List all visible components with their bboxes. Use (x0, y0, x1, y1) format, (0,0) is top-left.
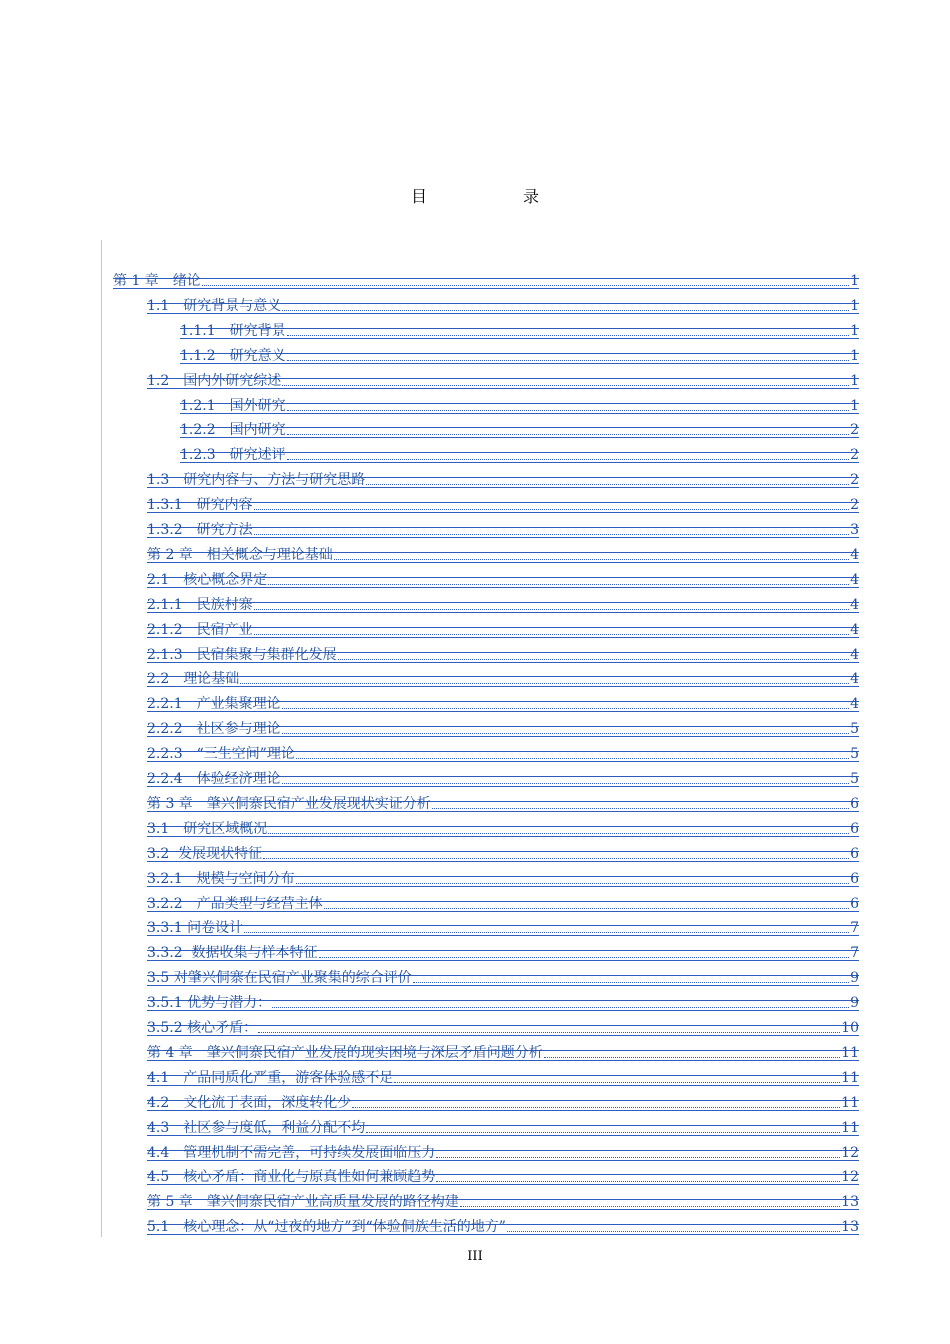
toc-entry-page: 2 (850, 447, 859, 464)
dot-leader (258, 1031, 840, 1033)
toc-entry-page: 11 (841, 1119, 859, 1136)
toc-entry-page: 9 (850, 995, 859, 1012)
strikethrough-line (147, 527, 859, 528)
toc-entry-label: 3.5 对肇兴侗寨在民宿产业聚集的综合评价 (147, 970, 412, 987)
toc-entry-label: 1.3.1 研究内容 (147, 497, 253, 514)
toc-entry[interactable] (180, 440, 859, 464)
toc-entry[interactable] (147, 938, 859, 962)
dot-leader (282, 782, 849, 784)
toc-entry-page: 5 (850, 721, 859, 738)
dot-leader (287, 334, 849, 336)
toc-entry-page: 1 (850, 322, 859, 339)
toc-entry-label: 2.1.1 民族村寨 (147, 596, 253, 613)
toc-entry[interactable] (180, 341, 859, 365)
link-underline (147, 512, 859, 513)
toc-entry-label: 第 4 章 肇兴侗寨民宿产业发展的现实困境与深层矛盾问题分析 (147, 1044, 543, 1061)
toc-entry[interactable] (147, 1063, 859, 1087)
toc-entry-label: 5.1 核心理念：从“过夜的地方”到“体验侗族生活的地方” (147, 1219, 506, 1236)
toc-entry-label: 4.5 核心矛盾：商业化与原真性如何兼顾趋势 (147, 1169, 436, 1186)
strikethrough-line (147, 925, 859, 926)
toc-entry-label: 1.2.2 国内研究 (180, 422, 286, 439)
link-underline (147, 537, 859, 538)
dot-leader (287, 409, 849, 411)
toc-entry-label: 2.1 核心概念界定 (147, 571, 268, 588)
dot-leader (272, 1006, 849, 1008)
toc-entry[interactable] (147, 814, 859, 838)
toc-entry-page: 13 (841, 1194, 859, 1211)
toc-entry[interactable] (147, 988, 859, 1012)
dot-leader (254, 533, 849, 535)
toc-entry-label: 3.3.1 问卷设计 (147, 920, 244, 937)
dot-leader (287, 359, 849, 361)
dot-leader (460, 1205, 840, 1207)
toc-entry[interactable] (147, 789, 859, 813)
toc-entry-label: 3.5.2 核心矛盾： (147, 1020, 258, 1036)
dot-leader (544, 1056, 840, 1058)
toc-entry-label: 第 5 章 肇兴侗寨民宿产业高质量发展的路径构建 (147, 1194, 459, 1211)
toc-entry-label: 4.2 文化流于表面，深度转化少 (147, 1094, 352, 1111)
toc-entry-label: 3.2.1 规模与空间分布 (147, 870, 295, 887)
dot-leader (338, 658, 849, 660)
toc-entry-label: 3.2 发展现状特征 (147, 845, 263, 862)
toc-entry-page: 2 (850, 422, 859, 439)
toc-entry[interactable] (147, 764, 859, 788)
toc-entry-page: 11 (841, 1069, 859, 1086)
toc-entry[interactable] (147, 640, 859, 664)
link-underline (147, 637, 859, 638)
toc-entry-label: 2.2.3 “三生空间”理论 (147, 746, 295, 763)
dot-leader (254, 608, 849, 610)
toc-entry[interactable] (147, 615, 859, 639)
footer-page-number: III (467, 1249, 483, 1264)
dot-leader (202, 284, 849, 286)
toc-entry-page: 1 (850, 372, 859, 389)
toc-entry-page: 5 (850, 746, 859, 763)
dot-leader (432, 807, 849, 809)
toc-entry-page: 6 (850, 820, 859, 837)
dot-leader (240, 682, 849, 684)
toc-entry-label: 第 2 章 相关概念与理论基础 (147, 546, 333, 563)
dot-leader (436, 1156, 840, 1158)
toc-entry-page: 12 (841, 1144, 859, 1161)
toc-entry-page: 4 (850, 671, 859, 688)
toc-entry-label: 2.1.3 民宿集聚与集群化发展 (147, 646, 337, 663)
toc-entry[interactable] (180, 415, 859, 439)
toc-entry-page: 4 (850, 596, 859, 613)
toc-entry-page: 6 (850, 845, 859, 862)
toc-entry[interactable] (147, 565, 859, 589)
toc-entry-page: 10 (841, 1020, 859, 1036)
toc-entry[interactable] (147, 490, 859, 514)
dot-leader (366, 483, 849, 485)
dot-leader (254, 508, 849, 510)
toc-entry-label: 1.2 国内外研究综述 (147, 372, 282, 389)
link-underline (147, 935, 859, 936)
margin-line (101, 240, 102, 1237)
dot-leader (254, 633, 849, 635)
toc-entry[interactable] (147, 963, 859, 987)
toc-entry[interactable] (147, 590, 859, 614)
toc-entry-page: 7 (850, 945, 859, 962)
toc-entry-page: 1 (850, 297, 859, 314)
toc-entry-page: 1 (850, 273, 859, 289)
dot-leader (296, 757, 849, 759)
toc-entry[interactable] (180, 316, 859, 340)
toc-entry[interactable] (147, 889, 859, 913)
strikethrough-line (147, 627, 859, 628)
link-underline (147, 612, 859, 613)
toc-entry-page: 2 (850, 472, 859, 489)
dot-leader (282, 384, 849, 386)
toc-entry-page: 4 (850, 696, 859, 713)
dot-leader (413, 981, 849, 983)
toc-entry-label: 1.2.3 研究述评 (180, 447, 286, 464)
toc-entry-label: 1.2.1 国外研究 (180, 397, 286, 414)
toc-entry[interactable] (147, 1013, 859, 1037)
dot-leader (394, 1081, 840, 1083)
toc-entry[interactable] (147, 366, 859, 390)
toc-entry[interactable] (147, 1088, 859, 1112)
toc-entry[interactable] (147, 839, 859, 863)
toc-entry-label: 1.3.2 研究方法 (147, 522, 253, 538)
toc-entry-label: 3.1 研究区域概况 (147, 820, 268, 837)
toc-entry-label: 3.3.2 数据收集与样本特征 (147, 945, 318, 962)
toc-entry-label: 1.1.2 研究意义 (180, 347, 286, 364)
strikethrough-line (147, 602, 859, 603)
toc-entry[interactable] (147, 689, 859, 713)
dot-leader (324, 907, 849, 909)
dot-leader (334, 558, 849, 560)
page-title: 目 录 (410, 187, 579, 206)
toc-entry-page: 1 (850, 347, 859, 364)
toc-entry[interactable] (147, 664, 859, 688)
toc-entry[interactable] (147, 1212, 859, 1236)
toc-entry-page: 6 (850, 870, 859, 887)
toc-entry-page: 6 (850, 795, 859, 812)
toc-entry-page: 6 (850, 895, 859, 912)
toc-entry-page: 5 (850, 771, 859, 787)
toc-entry[interactable] (147, 515, 859, 539)
dot-leader (287, 433, 849, 435)
toc-entry[interactable] (147, 864, 859, 888)
toc-entry-label: 4.1 产品同质化严重，游客体验感不足 (147, 1069, 394, 1086)
toc-entry-label: 2.2.4 体验经济理论 (147, 771, 281, 787)
dot-leader (352, 1106, 840, 1108)
toc-entry-label: 2.2.2 社区参与理论 (147, 721, 281, 738)
toc-entry[interactable] (147, 1113, 859, 1137)
toc-entry-label: 4.3 社区参与度低，利益分配不均 (147, 1119, 366, 1136)
dot-leader (282, 309, 849, 311)
toc-entry[interactable] (113, 266, 859, 290)
dot-leader (507, 1230, 840, 1232)
toc-entry-page: 11 (841, 1044, 859, 1061)
link-underline (147, 686, 859, 687)
dot-leader (319, 956, 850, 958)
dot-leader (244, 931, 849, 933)
dot-leader (282, 732, 849, 734)
toc-entry-label: 第 3 章 肇兴侗寨民宿产业发展现状实证分析 (147, 795, 431, 812)
toc-entry-page: 4 (850, 546, 859, 563)
toc-entry[interactable] (147, 1187, 859, 1211)
toc-entry-page: 13 (841, 1219, 859, 1236)
toc-entry-page: 4 (850, 621, 859, 638)
dot-leader (268, 832, 849, 834)
toc-entry[interactable] (147, 913, 859, 937)
toc-entry-page: 7 (850, 920, 859, 937)
toc-entry-label: 1.1 研究背景与意义 (147, 297, 282, 314)
toc-entry-label: 2.1.2 民宿产业 (147, 621, 253, 638)
toc-entry[interactable] (147, 714, 859, 738)
toc-entry-page: 4 (850, 571, 859, 588)
toc-entry[interactable] (147, 291, 859, 315)
toc-entry-label: 1.1.1 研究背景 (180, 322, 286, 339)
toc-entry[interactable] (180, 391, 859, 415)
strikethrough-line (113, 278, 859, 279)
toc-entry-page: 3 (850, 522, 859, 538)
toc-entry-label: 1.3 研究内容与、方法与研究思路 (147, 472, 366, 489)
toc-entry[interactable] (147, 1138, 859, 1162)
dot-leader (366, 1131, 840, 1133)
dot-leader (296, 882, 849, 884)
dot-leader (436, 1180, 840, 1182)
dot-leader (268, 583, 849, 585)
toc-entry-label: 2.2.1 产业集聚理论 (147, 696, 281, 713)
toc-entry-page: 2 (850, 497, 859, 514)
toc-entry[interactable] (147, 540, 859, 564)
toc-entry-label: 2.2 理论基础 (147, 671, 240, 688)
toc-entry-page: 9 (850, 970, 859, 987)
toc-entry[interactable] (147, 739, 859, 763)
toc-entry-label: 3.2.2 产品类型与经营主体 (147, 895, 323, 912)
toc-entry[interactable] (147, 1038, 859, 1062)
toc-entry-page: 12 (841, 1169, 859, 1186)
toc-entry-page: 11 (841, 1094, 859, 1111)
toc-entry-page: 4 (850, 646, 859, 663)
strikethrough-line (147, 502, 859, 503)
toc-entry-label: 第 1 章 绪论 (113, 273, 201, 289)
dot-leader (287, 458, 849, 460)
toc-entry-page: 1 (850, 397, 859, 414)
link-underline (113, 288, 859, 289)
dot-leader (282, 707, 849, 709)
dot-leader (263, 857, 849, 859)
strikethrough-line (147, 676, 859, 677)
toc-entry[interactable] (147, 465, 859, 489)
toc-entry-label: 4.4 管理机制不需完善，可持续发展面临压力 (147, 1144, 436, 1161)
toc-entry-label: 3.5.1 优势与潜力： (147, 995, 272, 1012)
toc-entry[interactable] (147, 1162, 859, 1186)
